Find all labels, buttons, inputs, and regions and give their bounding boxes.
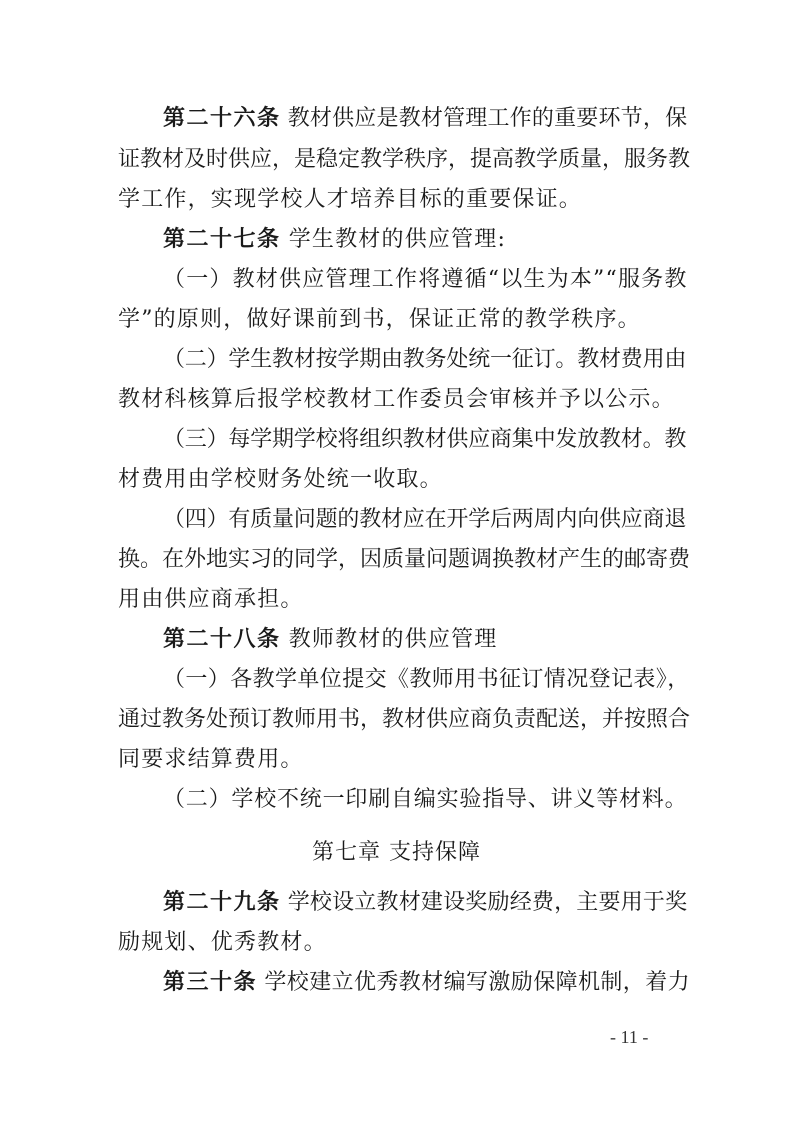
article-26-line-3: 学工作，实现学校人才培养目标的重要保证。 bbox=[118, 187, 583, 212]
article-heading: 第二十八条 bbox=[163, 627, 281, 652]
paragraph-text: 教材供应是教材管理工作的重要环节，保 bbox=[280, 106, 688, 131]
article-26-line-1 bbox=[163, 104, 687, 134]
paragraph-text: 学生教材的供应管理: bbox=[280, 227, 507, 252]
paragraph-text: 学校设立教材建设奖励经费，主要用于奖 bbox=[280, 890, 688, 915]
article-27-item-2-line-2: 教材科核算后报学校教材工作委员会审核并予以公示。 bbox=[118, 387, 675, 412]
article-27-item-4-line-3: 用由供应商承担。 bbox=[118, 587, 304, 612]
article-29-line-1 bbox=[163, 888, 687, 918]
article-28-item-1-line-3: 同要求结算费用。 bbox=[118, 747, 304, 772]
article-28-item-1-line-1: （一）各教学单位提交《教师用书征订情况登记表》， bbox=[163, 667, 690, 692]
article-heading: 第二十九条 bbox=[163, 890, 281, 915]
chapter-title: 第七章 支持保障 bbox=[312, 840, 481, 865]
article-27-item-1-line-2: 学”的原则，做好课前到书，保证正常的教学秩序。 bbox=[118, 307, 641, 332]
article-28-line-1 bbox=[163, 625, 498, 655]
article-heading: 第二十七条 bbox=[163, 227, 281, 252]
article-28-item-2-line-1: （二）学校不统一印刷自编实验指导、讲义等材料。 bbox=[163, 787, 688, 812]
page-number: - 11 - bbox=[610, 1027, 649, 1047]
article-27-item-3-line-1: （三）每学期学校将组织教材供应商集中发放教材。教 bbox=[163, 427, 687, 452]
paragraph-text: 学校建立优秀教材编写激励保障机制，着力 bbox=[257, 970, 691, 995]
article-27-line-1 bbox=[163, 225, 506, 255]
article-30-line-1 bbox=[163, 968, 690, 998]
article-26-line-2: 证教材及时供应，是稳定教学秩序，提高教学质量，服务教 bbox=[118, 147, 691, 172]
article-heading: 第三十条 bbox=[163, 970, 258, 995]
article-27-item-4-line-2: 换。在外地实习的同学，因质量问题调换教材产生的邮寄费 bbox=[118, 547, 691, 572]
article-27-item-2-line-1: （二）学生教材按学期由教务处统一征订。教材费用由 bbox=[163, 347, 687, 372]
paragraph-text: 教师教材的供应管理 bbox=[280, 627, 498, 652]
article-29-line-2: 励规划、优秀教材。 bbox=[118, 930, 327, 955]
article-heading: 第二十六条 bbox=[163, 106, 281, 131]
article-28-item-1-line-2: 通过教务处预订教师用书，教材供应商负责配送，并按照合 bbox=[118, 707, 691, 732]
article-27-item-1-line-1: （一）教材供应管理工作将遵循“以生为本”“服务教 bbox=[163, 267, 688, 292]
article-27-item-4-line-1: （四）有质量问题的教材应在开学后两周内向供应商退 bbox=[163, 507, 687, 532]
article-27-item-3-line-2: 材费用由学校财务处统一收取。 bbox=[118, 467, 443, 492]
